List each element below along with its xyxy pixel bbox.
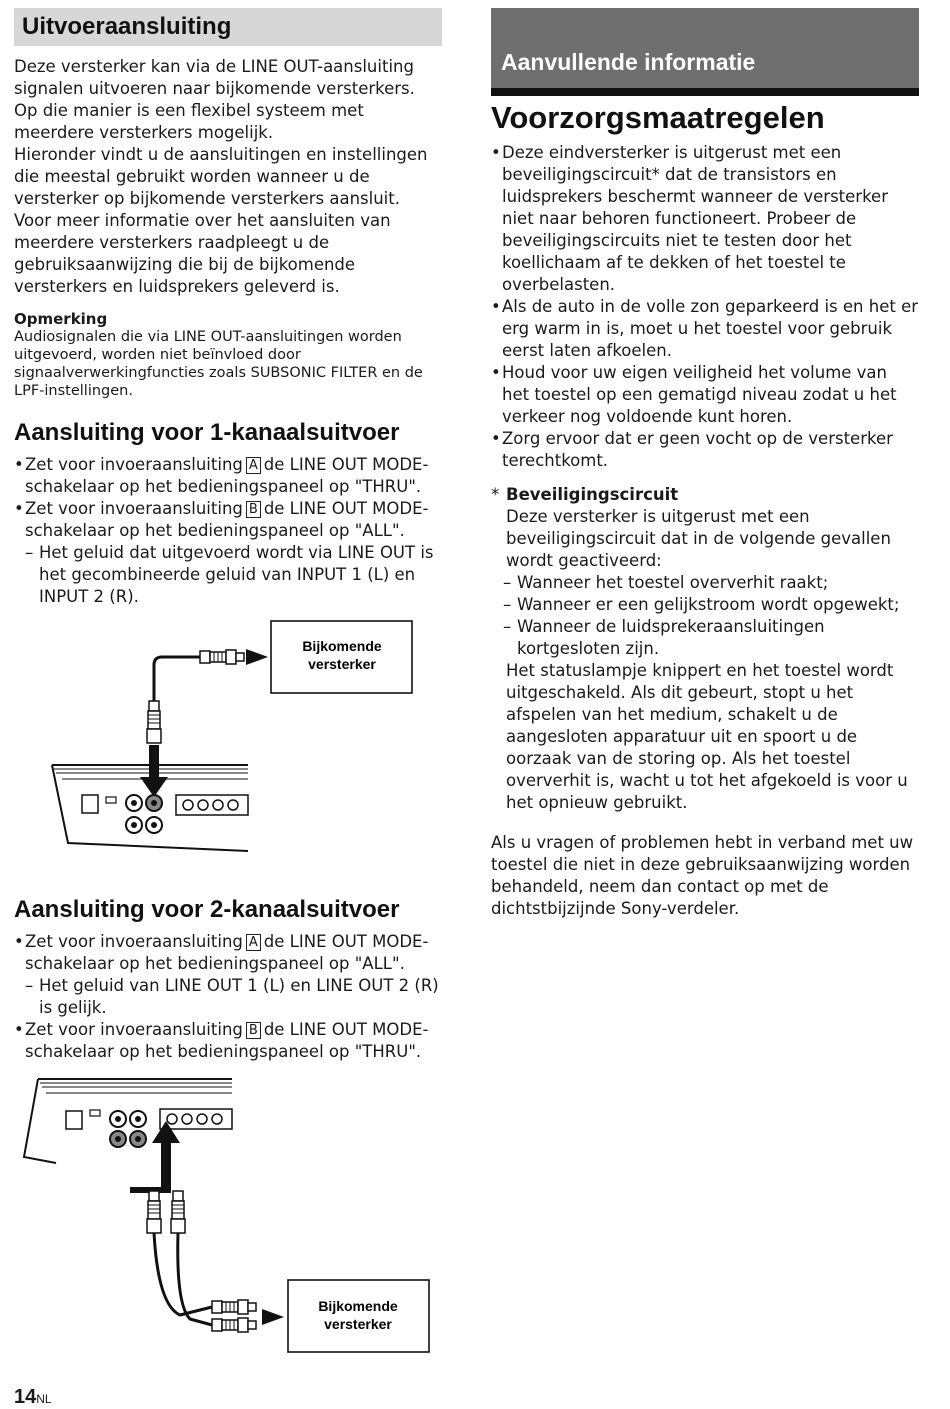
footnote-dash-1: – Wanneer het toestel oververhit raakt; bbox=[491, 572, 919, 594]
box-label-line-1: Bijkomende bbox=[302, 638, 382, 654]
one-channel-bullet-1: • Zet voor invoeraansluiting A de LINE OUT MODE-schakelaar op het bedieningspaneel op "THRU". bbox=[14, 454, 442, 498]
two-channel-bullet-1: • Zet voor invoeraansluiting A de LINE OUT MODE-schakelaar op het bedieningspaneel op "ALL". bbox=[14, 931, 442, 975]
footnote-dash-3: – Wanneer de luidsprekeraansluitingen kortgesloten zijn. bbox=[491, 616, 919, 660]
left-column bbox=[14, 8, 442, 608]
note-text: Audiosignalen die via LINE OUT-aansluitingen worden uitgevoerd, worden niet beïnvloed door signaalverwerkingfuncties zoals SUBSONIC FILTER en de LPF-instellingen. bbox=[14, 329, 423, 399]
box-label-line-2: versterker bbox=[308, 656, 376, 672]
heading-precautions: Voorzorgsmaatregelen bbox=[491, 100, 825, 135]
input-b-label: B bbox=[246, 501, 261, 518]
two-channel-dash-1: – Het geluid van LINE OUT 1 (L) en LINE OUT 2 (R) is gelijk. bbox=[14, 975, 442, 1019]
note-title: Opmerking bbox=[14, 310, 108, 328]
section-bar-additional-info bbox=[491, 8, 919, 96]
amplifier-panel bbox=[24, 1079, 232, 1163]
footnote-outro: Het statuslampje knippert en het toestel wordt uitgeschakeld. Als dit gebeurt, stopt u het afspelen van het medium, schakelt u de aangesloten apparatuur uit en spoort u de oorzaak van de storing op. Als het toestel oververhit is, wacht u tot het afgekoeld is voor u het opnieuw gebruikt. bbox=[506, 661, 908, 812]
heading-one-channel: Aansluiting voor 1-kanaalsuitvoer bbox=[14, 419, 400, 446]
two-channel-bullet-2: • Zet voor invoeraansluiting B de LINE OUT MODE-schakelaar op het bedieningspaneel op "THRU". bbox=[14, 1019, 442, 1063]
intro-paragraph-2: Hieronder vindt u de aansluitingen en instellingen die meestal gebruikt worden wanneer u de versterker op bijkomende versterkers aansluit. Voor meer informatie over het aansluiten van meerdere versterkers raadpleegt u de gebruiksaanwijzing die bij de bijkomende versterkers en luidsprekers geleverd is. bbox=[14, 145, 428, 296]
arrow-right-icon bbox=[262, 1309, 284, 1325]
input-a-label: A bbox=[246, 457, 261, 474]
closing-paragraph: Als u vragen of problemen hebt in verband met uw toestel die niet in deze gebruiksaanwijzing worden behandeld, neem dan contact op met de dichtstbijzijnde Sony-verdeler. bbox=[491, 833, 914, 918]
rca-plug-horizontal bbox=[200, 650, 244, 664]
intro-paragraph-1: Deze versterker kan via de LINE OUT-aansluiting signalen uitvoeren naar bijkomende versterkers. Op die manier is een flexibel systeem met meerdere versterkers mogelijk. bbox=[14, 57, 415, 142]
rca-plug-vertical bbox=[147, 701, 161, 743]
page-number: 14NL bbox=[14, 1386, 52, 1408]
input-b-label: B bbox=[246, 1022, 261, 1039]
section-title-output: Uitvoeraansluiting bbox=[14, 8, 442, 46]
precaution-bullet-4: • Zorg ervoor dat er geen vocht op de versterker terechtkomt. bbox=[491, 428, 919, 472]
rca-plug-pair-horizontal bbox=[212, 1300, 256, 1332]
two-channel-diagram bbox=[10, 1075, 440, 1365]
two-channel-section bbox=[14, 895, 442, 1063]
footnote-dash-2: – Wanneer er een gelijkstroom wordt opgewekt; bbox=[491, 594, 919, 616]
one-channel-diagram bbox=[40, 615, 420, 865]
heading-two-channel: Aansluiting voor 2-kanaalsuitvoer bbox=[14, 896, 400, 923]
input-a-label: A bbox=[246, 934, 261, 951]
section-title-additional-info: Aanvullende informatie bbox=[501, 49, 756, 75]
cable bbox=[154, 657, 200, 701]
box-label-line-1: Bijkomende bbox=[318, 1298, 398, 1314]
footnote-title: Beveiligingscircuit bbox=[506, 485, 679, 504]
right-column bbox=[491, 8, 919, 920]
rca-plug-pair-vertical bbox=[147, 1191, 185, 1233]
precaution-bullet-3: • Houd voor uw eigen veiligheid het volume van het toestel op een gematigd niveau zodat u het verkeer nog voldoende kunt horen. bbox=[491, 362, 919, 428]
arrow-right-icon bbox=[246, 649, 268, 665]
footnote-star: * bbox=[491, 485, 500, 504]
footnote-intro: Deze versterker is uitgerust met een beveiligingscircuit dat in de volgende gevallen wordt geactiveerd: bbox=[506, 507, 891, 570]
one-channel-dash-1: – Het geluid dat uitgevoerd wordt via LINE OUT is het gecombineerde geluid van INPUT 1 (L) en INPUT 2 (R). bbox=[14, 542, 442, 608]
precaution-bullet-1: • Deze eindversterker is uitgerust met een beveiligingscircuit* dat de transistors en luidsprekers beschermt wanneer de versterker niet naar behoren functioneert. Probeer de beveiligingscircuits niet te testen door het koellichaam af te dekken of het toestel te overbelasten. bbox=[491, 142, 919, 296]
precaution-bullet-2: • Als de auto in de volle zon geparkeerd is en het er erg warm in is, moet u het toestel voor gebruik eerst laten afkoelen. bbox=[491, 296, 919, 362]
footnote-block bbox=[491, 484, 919, 572]
one-channel-bullet-2: • Zet voor invoeraansluiting B de LINE OUT MODE-schakelaar op het bedieningspaneel op "ALL". bbox=[14, 498, 442, 542]
box-label-line-2: versterker bbox=[324, 1316, 392, 1332]
